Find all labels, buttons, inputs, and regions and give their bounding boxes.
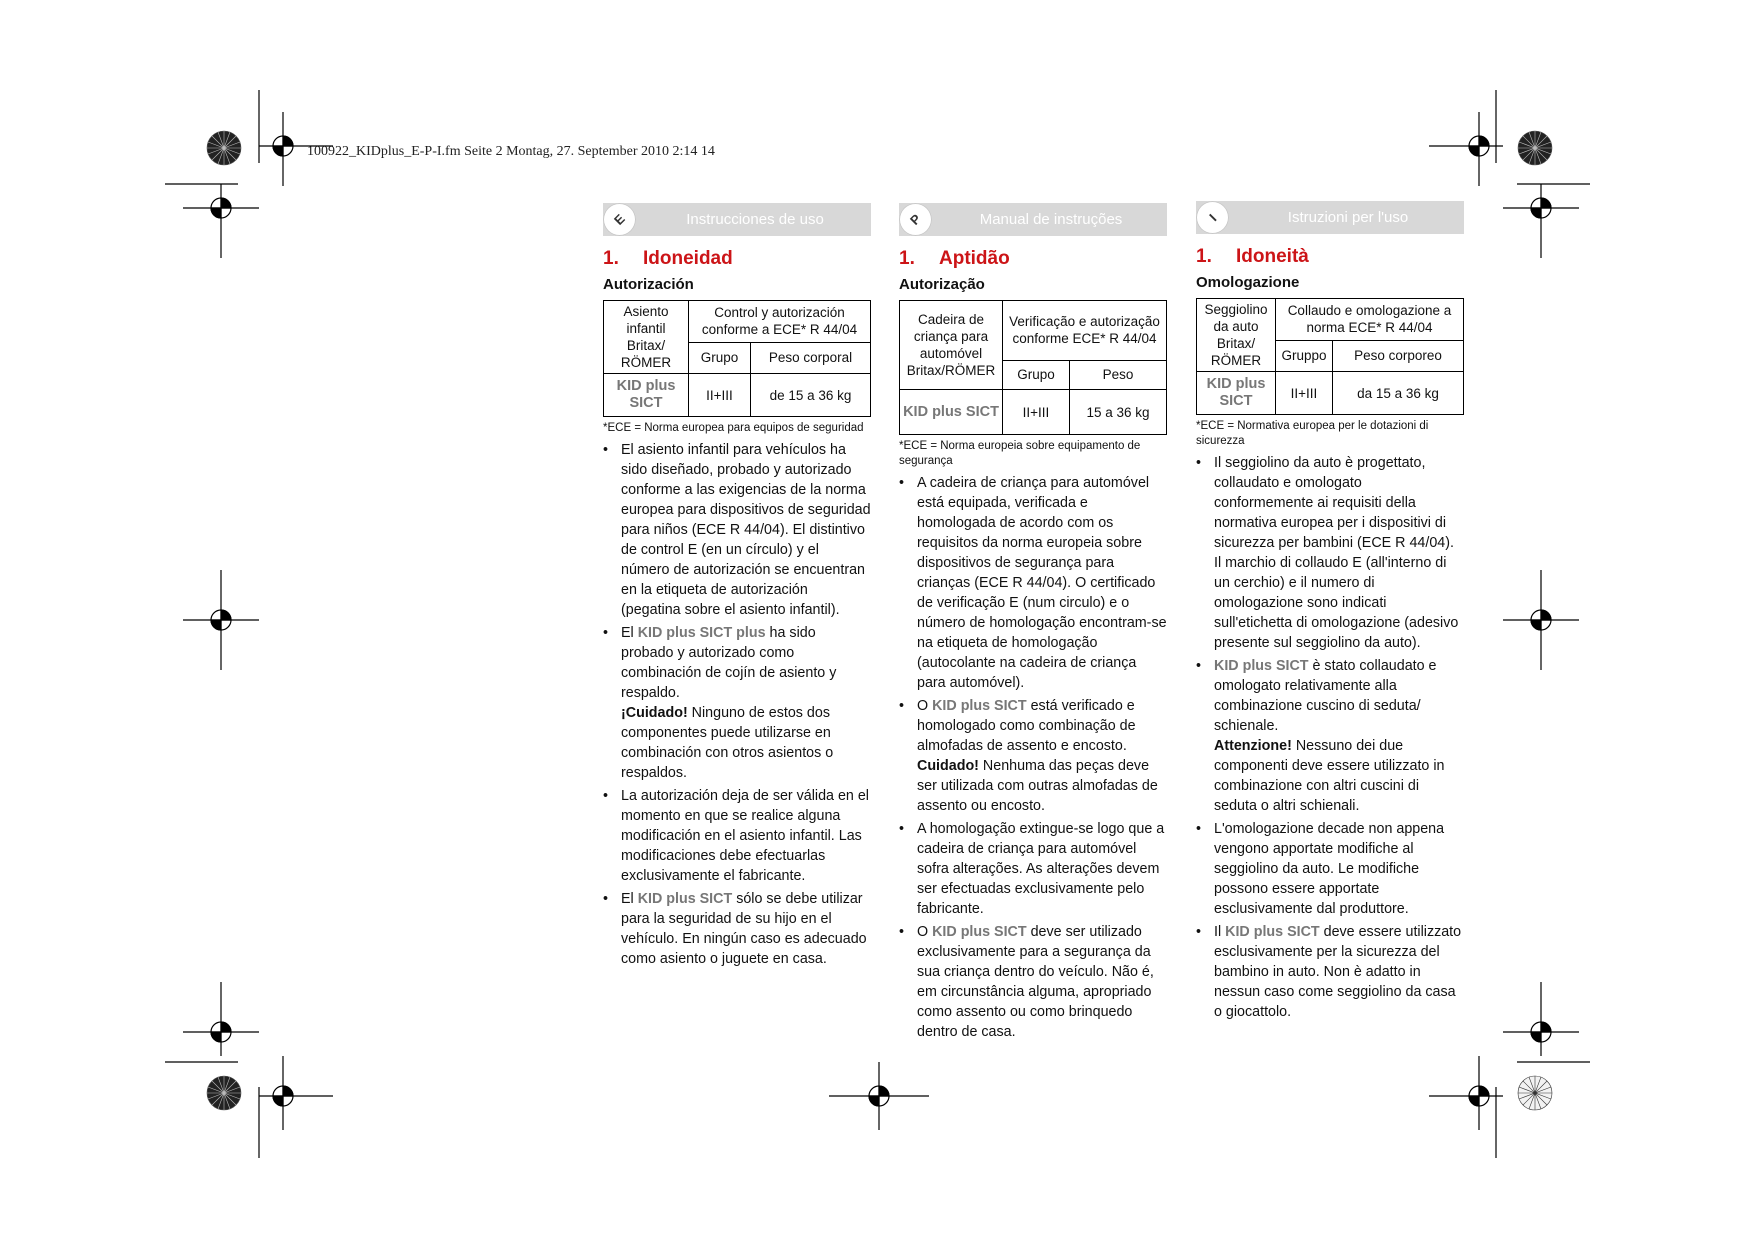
group-label-cell: Grupo [689,342,751,373]
seat-label-cell: Asiento infantil Britax/ RÖMER [604,301,689,374]
bullet-list [899,473,1167,1042]
print-slug: 100922_KIDplus_E-P-I.fm Seite 2 Montag, 27. September 2010 2:14 14 [307,144,715,159]
product-name: KID plus SICT [1225,924,1320,940]
language-header [603,203,871,236]
list-item: • Il KID plus SICT deve essere utilizzato esclusivamente per la sicurezza del bambino in auto. Non è adatto in nessun caso come seggiolino da casa o giocattolo. [1196,922,1464,1022]
approval-table [899,300,1167,435]
footnote: *ECE = Norma europea para equipos de seguridad [603,422,864,434]
language-header [899,203,1167,236]
weight-value-cell: da 15 a 36 kg [1333,372,1464,415]
group-label-cell: Gruppo [1276,340,1333,371]
section-title: 1. Idoneità [1196,246,1309,267]
weight-value-cell: de 15 a 36 kg [751,374,871,417]
control-label-cell: Collaudo e omologazione a norma ECE* R 44/04 [1276,299,1464,341]
list-item: • El KID plus SICT sólo se debe utilizar para la seguridad de su hijo en el vehículo. En ningún caso es adecuado como asiento o juguete en casa. [603,889,871,969]
warning-label: Cuidado! [917,758,979,774]
product-name: KID plus SICT [932,698,1027,714]
group-value-cell: II+III [1003,390,1070,435]
header-title: Manual de instruções [979,211,1123,228]
column-portuguese [899,203,1167,1045]
footnote: *ECE = Normativa europea per le dotazioni di sicurezza [1196,420,1429,447]
list-item: • A homologação extingue-se logo que a cadeira de criança para automóvel sofra alterações. As alterações devem ser efectuadas exclusivamente pelo fabricante. [899,819,1167,919]
approval-table [1196,298,1464,415]
section-title: 1. Aptidão [899,248,1010,269]
product-name: KID plus SICT [932,924,1027,940]
language-badge: E [603,203,636,236]
seat-label-cell: Seggiolino da auto Britax/ RÖMER [1197,299,1276,372]
header-title: Instrucciones de uso [686,211,824,228]
weight-label-cell: Peso [1070,360,1167,389]
list-item: • L'omologazione decade non appena vengono apportate modifiche al seggiolino da auto. Le modifiche possono essere apportate esclusivamente dal produttore. [1196,819,1464,919]
column-spanish [603,203,871,972]
list-item: • A cadeira de criança para automóvel está equipada, verificada e homologada de acordo com os requisitos da norma europeia sobre dispositivos de segurança para crianças (ECE R 44/04). O certificado de verificação E (num circulo) e o número de homologação encontram-se na etiqueta de homologação (autocolante na cadeira de criança para automóvel). [899,473,1167,693]
group-value-cell: II+III [689,374,751,417]
list-item: • El asiento infantil para vehículos ha sido diseñado, probado y autorizado conforme a las exigencias de la norma europea para dispositivos de seguridad para niños (ECE R 44/04). El distintivo de control E (en un círculo) y el número de autorización se encuentran en la etiqueta de autorización (pegatina sobre el asiento infantil). [603,440,871,620]
section-title: 1. Idoneidad [603,248,733,269]
language-header [1196,201,1464,234]
list-item: • La autorización deja de ser válida en el momento en que se realice alguna modificación en el asiento infantil. Las modificaciones debe efectuarlas exclusivamente el fabricante. [603,786,871,886]
subheading: Autorización [603,276,694,293]
header-title: Istruzioni per l'uso [1287,209,1409,226]
product-name: KID plus SICT [1214,658,1309,674]
product-cell: KID plus SICT [604,374,689,417]
column-italian [1196,201,1464,1025]
group-value-cell: II+III [1276,372,1333,415]
weight-label-cell: Peso corporal [751,342,871,373]
language-badge: P [899,203,932,236]
bullet-list [1196,453,1464,1022]
list-item: • O KID plus SICT deve ser utilizado exclusivamente para a segurança da sua criança dentro do veículo. Não é, em circunstância alguma, apropriado como assento ou como brinquedo dentro de casa. [899,922,1167,1042]
list-item: • El KID plus SICT plus ha sido probado y autorizado como combinación de cojín de asiento y respaldo. ¡Cuidado! Ninguno de estos dos componentes puede utilizarse en combinación con otros asientos o respaldos. [603,623,871,783]
group-label-cell: Grupo [1003,360,1070,389]
weight-value-cell: 15 a 36 kg [1070,390,1167,435]
list-item: • O KID plus SICT está verificado e homologado como combinação de almofadas de assento e encosto. Cuidado! Nenhuma das peças deve ser utilizada com outras almofadas de assento ou encosto. [899,696,1167,816]
approval-table [603,300,871,417]
subheading: Omologazione [1196,274,1300,291]
footnote: *ECE = Norma europeia sobre equipamento de segurança [899,440,1141,467]
language-badge: I [1196,201,1229,234]
control-label-cell: Control y autorización conforme a ECE* R 44/04 [689,301,871,343]
control-label-cell: Verificação e autorização conforme ECE* R 44/04 [1003,301,1167,361]
product-name: KID plus SICT plus [637,625,766,641]
seat-label-cell: Cadeira de criança para automóvel Britax/RÖMER [900,301,1003,390]
list-item: • Il seggiolino da auto è progettato, collaudato e omologato conformemente ai requisiti della normativa europea per i dispositivi di sicurezza per bambini (ECE R 44/04). Il marchio di collaudo E (all'interno di un cerchio) e il numero di omologazione sono indicati sull'etichetta di omologazione (adesivo presente sul seggiolino da auto). [1196,453,1464,653]
bullet-list [603,440,871,969]
product-name: KID plus SICT [637,891,733,907]
product-cell: KID plus SICT [900,390,1003,435]
warning-label: ¡Cuidado! [621,705,688,721]
list-item: • KID plus SICT è stato collaudato e omologato relativamente alla combinazione cuscino di seduta/ schienale. Attenzione! Nessuno dei due componenti deve essere utilizzato in combinazione con altri cuscini di seduta o altri schienali. [1196,656,1464,816]
product-cell: KID plus SICT [1197,372,1276,415]
subheading: Autorização [899,276,985,293]
weight-label-cell: Peso corporeo [1333,340,1464,371]
warning-label: Attenzione! [1214,738,1292,754]
